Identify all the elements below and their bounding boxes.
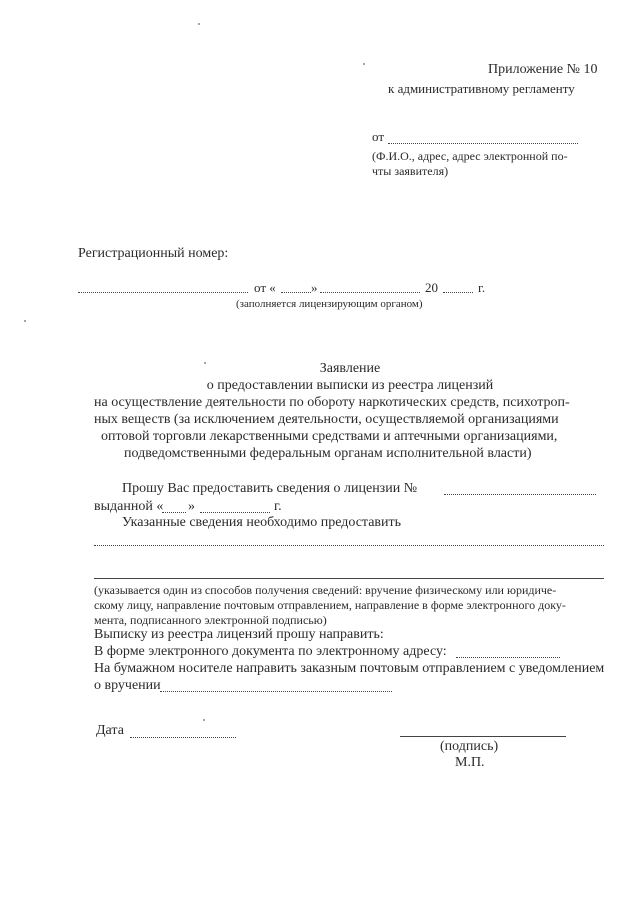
issued-quote-close: » — [188, 499, 195, 514]
method-note-line2: скому лицу, направление почтовым отправлением, направление в форме электронного доку- — [94, 598, 566, 612]
scan-speck — [24, 320, 26, 322]
applicant-note-line1: (Ф.И.О., адрес, адрес электронной по- — [372, 149, 568, 163]
registration-quote-close: » — [311, 280, 318, 295]
license-number-field[interactable] — [444, 494, 596, 495]
registration-day-field[interactable] — [281, 292, 311, 293]
statement-line-5: подведомственными федеральным органам исполнительной власти) — [124, 446, 532, 461]
statement-line-2: на осуществление деятельности по обороту наркотических средств, психотроп- — [94, 395, 570, 410]
license-request-text: Прошу Вас предоставить сведения о лицензии № — [122, 481, 418, 496]
registration-number-label: Регистрационный номер: — [78, 246, 229, 261]
registration-year-field[interactable] — [443, 292, 473, 293]
applicant-name-field[interactable] — [388, 143, 578, 144]
on-delivery-label: о вручении — [94, 678, 161, 693]
issued-day-field[interactable] — [162, 512, 186, 513]
date-field[interactable] — [130, 737, 236, 738]
issued-month-field[interactable] — [200, 512, 270, 513]
delivery-address-field[interactable] — [160, 691, 392, 692]
paper-delivery-label: На бумажном носителе направить заказным почтовым отправлением с уведомлением — [94, 661, 605, 676]
registration-filled-by-note: (заполняется лицензирующим органом) — [236, 298, 423, 310]
issued-label: выданной « — [94, 499, 164, 514]
appendix-number: Приложение № 10 — [488, 62, 598, 77]
send-to-label: Выписку из реестра лицензий прошу направить: — [94, 627, 384, 642]
signature-caption: (подпись) — [440, 739, 499, 754]
scan-speck — [203, 719, 205, 721]
scan-speck — [198, 23, 200, 25]
registration-year-suffix: г. — [478, 280, 486, 295]
applicant-note-line2: чты заявителя) — [372, 164, 449, 178]
statement-line-3: ных веществ (за исключением деятельности, осуществляемой организациями — [94, 412, 559, 427]
email-address-field[interactable] — [456, 657, 560, 658]
registration-number-field[interactable] — [78, 292, 248, 293]
email-form-label: В форме электронного документа по электронному адресу: — [94, 644, 447, 659]
date-label: Дата — [96, 723, 124, 738]
statement-line-4: оптовой торговли лекарственными средствами и аптечными организациями, — [101, 429, 558, 444]
provide-label: Указанные сведения необходимо предоставить — [122, 515, 402, 530]
regulation-reference: к административному регламенту — [388, 81, 575, 96]
statement-line-1: о предоставлении выписки из реестра лицензий — [206, 378, 494, 393]
registration-year-prefix: 20 — [425, 280, 438, 295]
method-note-line3: мента, подписанного электронной подписью) — [94, 613, 327, 627]
statement-title: Заявление — [319, 361, 381, 376]
stamp-label: М.П. — [455, 755, 485, 770]
provide-method-field-2[interactable] — [94, 578, 604, 579]
scan-speck — [363, 63, 365, 65]
registration-date-from: от « — [254, 280, 276, 295]
provide-method-field-1[interactable] — [94, 545, 604, 546]
issued-year-suffix: г. — [274, 499, 282, 514]
method-note-line1: (указывается один из способов получения сведений: вручение физическому или юридиче- — [94, 583, 557, 597]
signature-line[interactable] — [400, 736, 566, 737]
applicant-from-label: от — [372, 129, 385, 144]
scan-speck — [204, 362, 206, 364]
registration-month-field[interactable] — [320, 292, 420, 293]
